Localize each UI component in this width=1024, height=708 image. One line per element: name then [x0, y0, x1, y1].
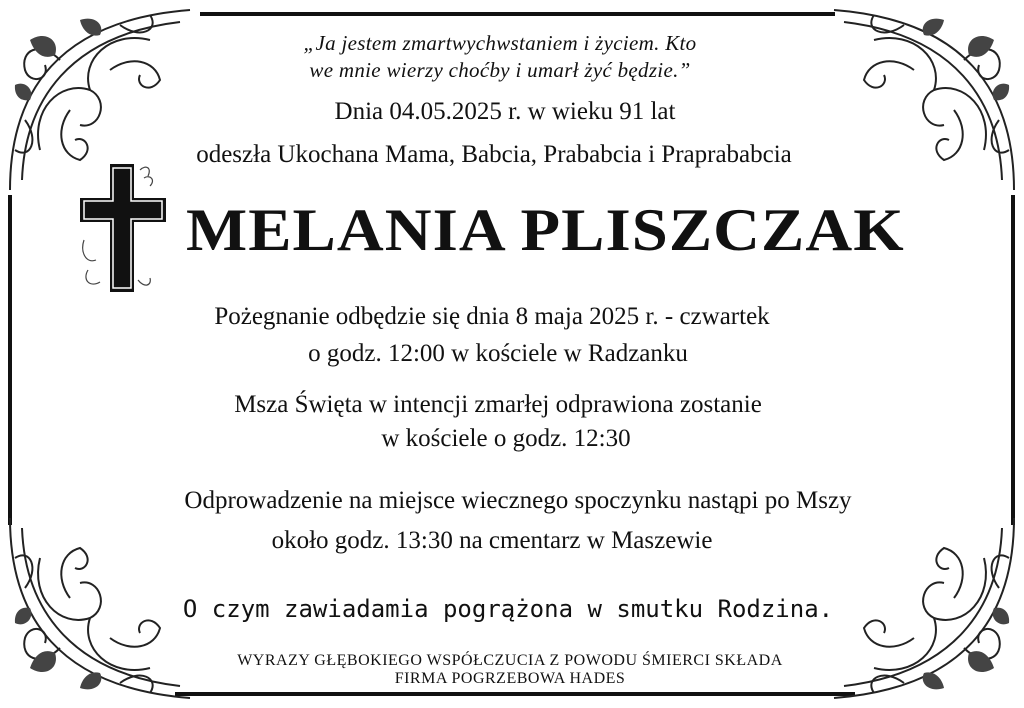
farewell-line-2: o godz. 12:00 w kościele w Radzanku	[308, 340, 688, 367]
relation-line: odeszła Ukochana Mama, Babcia, Prababcia i Praprababcia	[196, 141, 792, 168]
quote-line-1: „Ja jestem zmartwychwstaniem i życiem. Kto	[303, 31, 697, 55]
mass-line-2: w kościele o godz. 12:30	[381, 425, 631, 452]
procession-line-1: Odprowadzenie na miejsce wiecznego spoczynku nastąpi po Mszy	[184, 487, 852, 514]
quote-line-2: we mnie wierzy choćby i umarł żyć będzie.”	[309, 58, 691, 82]
farewell-line-1: Pożegnanie odbędzie się dnia 8 maja 2025 r. - czwartek	[214, 303, 770, 330]
frame-bottom-line	[175, 692, 855, 696]
frame-top-line	[200, 12, 835, 16]
cross-icon	[78, 160, 168, 295]
procession-line-2: około godz. 13:30 na cmentarz w Maszewie	[271, 527, 713, 554]
deceased-name: MELANIA PLISZCZAK	[186, 197, 905, 263]
death-date-line: Dnia 04.05.2025 r. w wieku 91 lat	[334, 98, 676, 125]
family-notice: O czym zawiadamia pogrążona w smutku Rodzina.	[182, 595, 834, 623]
condolences-line-1: WYRAZY GŁĘBOKIEGO WSPÓŁCZUCIA Z POWODU ŚMIERCI SKŁADA	[237, 652, 783, 669]
mass-line-1: Msza Święta w intencji zmarłej odprawiona zostanie	[234, 391, 762, 418]
condolences-line-2: FIRMA POGRZEBOWA HADES	[394, 670, 626, 687]
